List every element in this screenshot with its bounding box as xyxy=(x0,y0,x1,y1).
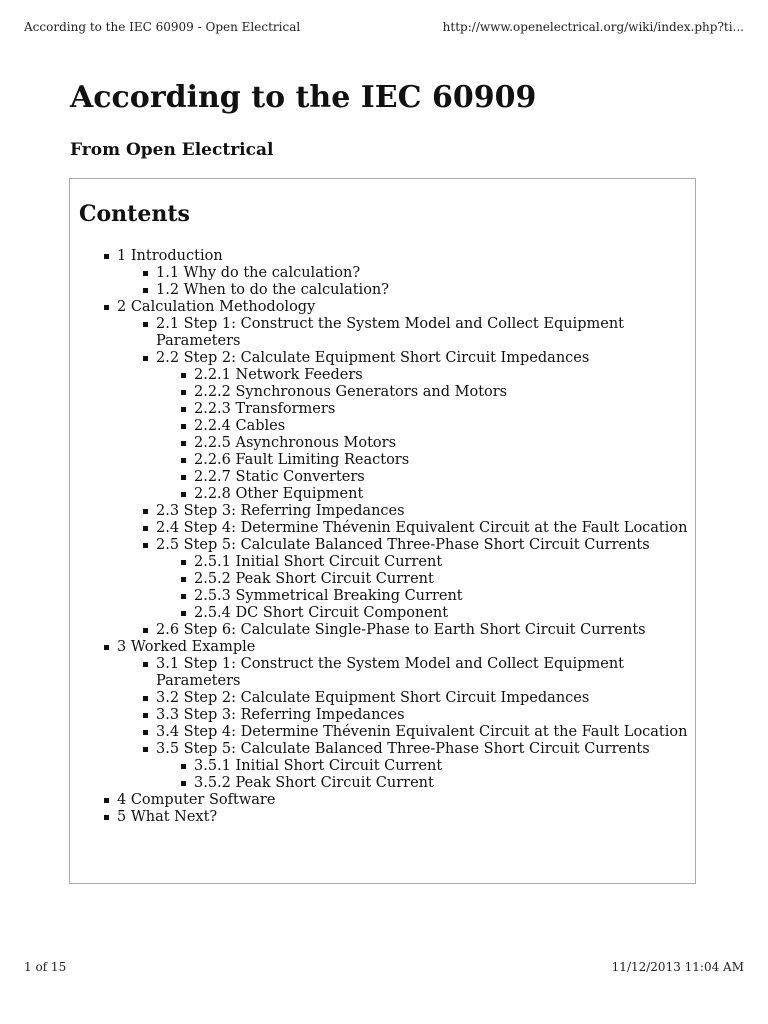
toc-link[interactable]: 2.2.6 Fault Limiting Reactors xyxy=(194,452,410,468)
toc-link[interactable]: 2.4 Step 4: Determine Thévenin Equivalent Circuit at the Fault Location xyxy=(156,520,688,536)
toc-heading: Contents xyxy=(79,201,190,227)
bullet-icon xyxy=(181,781,186,786)
toc-link[interactable]: 2.5 Step 5: Calculate Balanced Three-Phase Short Circuit Currents xyxy=(156,537,650,553)
article-subtitle: From Open Electrical xyxy=(70,140,274,160)
print-header xyxy=(24,20,744,34)
toc-link[interactable]: 2 Calculation Methodology xyxy=(117,299,316,315)
bullet-icon xyxy=(143,526,148,531)
toc-item xyxy=(70,639,695,792)
bullet-icon xyxy=(181,611,186,616)
toc-link[interactable]: 2.2.3 Transformers xyxy=(194,401,336,417)
toc-link[interactable]: 2.2.2 Synchronous Generators and Motors xyxy=(194,384,508,400)
page-title-header: According to the IEC 60909 - Open Electrical xyxy=(24,20,301,34)
toc-item xyxy=(70,758,695,775)
bullet-icon xyxy=(143,356,148,361)
bullet-icon xyxy=(181,577,186,582)
toc-item xyxy=(70,775,695,792)
toc-link[interactable]: 4 Computer Software xyxy=(117,792,276,808)
bullet-icon xyxy=(181,441,186,446)
toc-link[interactable]: 3.5.2 Peak Short Circuit Current xyxy=(194,775,434,791)
toc-link[interactable]: 2.5.1 Initial Short Circuit Current xyxy=(194,554,443,570)
toc-item xyxy=(70,707,695,724)
toc-link[interactable]: 3.1 Step 1: Construct the System Model and Collect Equipment Parameters xyxy=(156,656,624,689)
toc-item xyxy=(70,299,695,639)
toc-item xyxy=(70,571,695,588)
toc-link[interactable]: 2.2.1 Network Feeders xyxy=(194,367,363,383)
toc-item xyxy=(70,248,695,299)
toc-item xyxy=(70,741,695,792)
bullet-icon xyxy=(181,560,186,565)
toc-link[interactable]: 2.3 Step 3: Referring Impedances xyxy=(156,503,405,519)
toc-item xyxy=(70,554,695,571)
bullet-icon xyxy=(143,288,148,293)
toc-item xyxy=(70,605,695,622)
toc-link[interactable]: 2.2.8 Other Equipment xyxy=(194,486,364,502)
toc-item xyxy=(70,690,695,707)
bullet-icon xyxy=(181,764,186,769)
toc-item xyxy=(70,282,695,299)
bullet-icon xyxy=(143,730,148,735)
toc-link[interactable]: 3 Worked Example xyxy=(117,639,256,655)
bullet-icon xyxy=(143,747,148,752)
toc-item xyxy=(70,435,695,452)
article-title: According to the IEC 60909 xyxy=(70,80,537,115)
table-of-contents xyxy=(69,178,696,884)
toc-link[interactable]: 1 Introduction xyxy=(117,248,223,264)
bullet-icon xyxy=(104,798,109,803)
toc-link[interactable]: 3.5.1 Initial Short Circuit Current xyxy=(194,758,443,774)
toc-list xyxy=(70,248,695,826)
bullet-icon xyxy=(143,322,148,327)
bullet-icon xyxy=(181,424,186,429)
toc-item xyxy=(70,792,695,809)
toc-link[interactable]: 3.2 Step 2: Calculate Equipment Short Circuit Impedances xyxy=(156,690,590,706)
toc-item xyxy=(70,503,695,520)
bullet-icon xyxy=(181,458,186,463)
toc-item xyxy=(70,622,695,639)
toc-item xyxy=(70,316,695,350)
toc-item xyxy=(70,265,695,282)
toc-item xyxy=(70,452,695,469)
toc-link[interactable]: 3.5 Step 5: Calculate Balanced Three-Phase Short Circuit Currents xyxy=(156,741,650,757)
toc-link[interactable]: 2.1 Step 1: Construct the System Model and Collect Equipment Parameters xyxy=(156,316,624,349)
toc-item xyxy=(70,367,695,384)
bullet-icon xyxy=(143,271,148,276)
toc-item xyxy=(70,486,695,503)
page-number: 1 of 15 xyxy=(24,960,67,974)
toc-link[interactable]: 2.5.2 Peak Short Circuit Current xyxy=(194,571,434,587)
toc-link[interactable]: 2.6 Step 6: Calculate Single-Phase to Earth Short Circuit Currents xyxy=(156,622,646,638)
toc-sublist xyxy=(70,554,695,622)
toc-item xyxy=(70,537,695,622)
toc-sublist xyxy=(70,265,695,299)
bullet-icon xyxy=(143,509,148,514)
bullet-icon xyxy=(181,373,186,378)
toc-link[interactable]: 1.2 When to do the calculation? xyxy=(156,282,390,298)
toc-link[interactable]: 1.1 Why do the calculation? xyxy=(156,265,361,281)
bullet-icon xyxy=(104,815,109,820)
bullet-icon xyxy=(143,713,148,718)
toc-item xyxy=(70,350,695,503)
bullet-icon xyxy=(181,390,186,395)
toc-item xyxy=(70,809,695,826)
bullet-icon xyxy=(143,628,148,633)
toc-link[interactable]: 2.2.7 Static Converters xyxy=(194,469,365,485)
toc-sublist xyxy=(70,367,695,503)
toc-item xyxy=(70,724,695,741)
bullet-icon xyxy=(143,543,148,548)
bullet-icon xyxy=(181,594,186,599)
bullet-icon xyxy=(104,254,109,259)
bullet-icon xyxy=(143,662,148,667)
bullet-icon xyxy=(143,696,148,701)
toc-sublist xyxy=(70,316,695,639)
toc-link[interactable]: 2.2.5 Asynchronous Motors xyxy=(194,435,397,451)
toc-item xyxy=(70,384,695,401)
bullet-icon xyxy=(181,475,186,480)
toc-link[interactable]: 2.5.3 Symmetrical Breaking Current xyxy=(194,588,463,604)
bullet-icon xyxy=(104,645,109,650)
toc-item xyxy=(70,588,695,605)
print-timestamp: 11/12/2013 11:04 AM xyxy=(611,960,744,974)
bullet-icon xyxy=(181,407,186,412)
toc-item xyxy=(70,520,695,537)
toc-link[interactable]: 2.2.4 Cables xyxy=(194,418,286,434)
bullet-icon xyxy=(104,305,109,310)
toc-sublist xyxy=(70,656,695,792)
toc-item xyxy=(70,656,695,690)
toc-item xyxy=(70,469,695,486)
print-footer xyxy=(24,960,744,974)
toc-item xyxy=(70,401,695,418)
toc-link[interactable]: 3.4 Step 4: Determine Thévenin Equivalent Circuit at the Fault Location xyxy=(156,724,688,740)
toc-link[interactable]: 5 What Next? xyxy=(117,809,218,825)
page-url: http://www.openelectrical.org/wiki/index.php?ti... xyxy=(442,20,744,34)
toc-item xyxy=(70,418,695,435)
toc-sublist xyxy=(70,758,695,792)
toc-link[interactable]: 2.5.4 DC Short Circuit Component xyxy=(194,605,449,621)
bullet-icon xyxy=(181,492,186,497)
toc-link[interactable]: 3.3 Step 3: Referring Impedances xyxy=(156,707,405,723)
toc-link[interactable]: 2.2 Step 2: Calculate Equipment Short Circuit Impedances xyxy=(156,350,590,366)
